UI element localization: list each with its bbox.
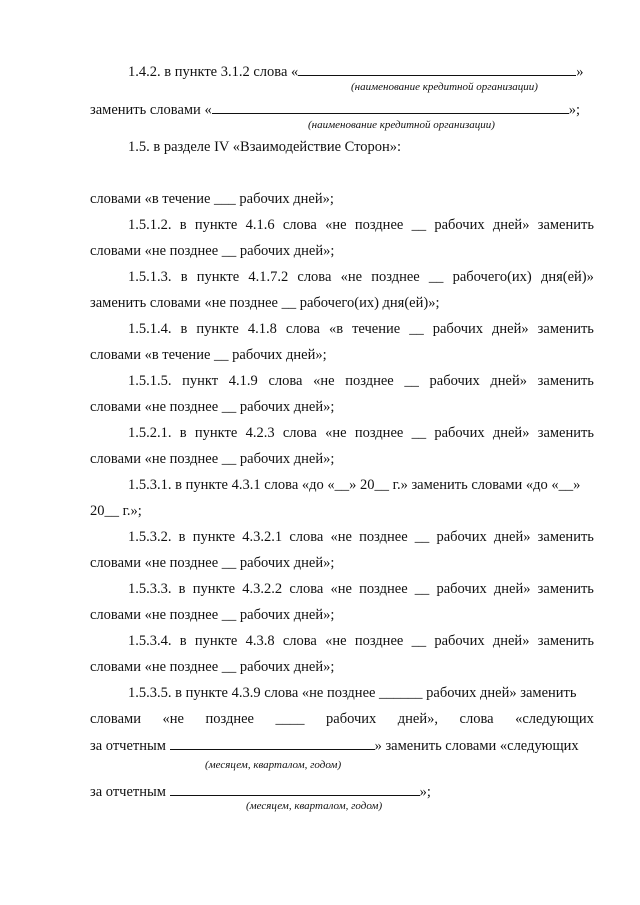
word: позднее [205, 711, 254, 727]
word: «не [330, 581, 352, 597]
word: 4.1.6 [245, 217, 275, 233]
word: 4.2.3 [245, 425, 275, 441]
word: пункт [182, 373, 219, 389]
word: слова [282, 633, 317, 649]
word: рабочего(их) [452, 269, 532, 285]
word: слова [297, 269, 332, 285]
word: заменить [537, 321, 594, 337]
line-continuation [90, 710, 594, 728]
word: 4.1.9 [228, 373, 258, 389]
word: __ [404, 373, 419, 389]
clause-text: за отчетным [90, 738, 166, 754]
word: __ [409, 321, 424, 337]
word: дней» [493, 529, 531, 545]
word: __ [411, 633, 427, 649]
line-continuation: словами «не позднее __ рабочих дней»; [90, 659, 335, 675]
word: пункте [194, 425, 238, 441]
word: рабочих [326, 711, 377, 727]
word: рабочих [432, 321, 483, 337]
word: в [179, 633, 187, 649]
word: 1.5.3.2. [128, 529, 172, 545]
caption: (наименование кредитной организации) [351, 81, 538, 93]
fill-in-blank [298, 62, 576, 76]
line-continuation: словами «не позднее __ рабочих дней»; [90, 607, 335, 623]
line-reporting-period-replacement [90, 782, 431, 801]
word: позднее [354, 633, 404, 649]
line-1-5-1-3 [128, 268, 594, 286]
line-1-5-1-5 [128, 372, 594, 390]
fill-in-blank [170, 782, 420, 796]
word: в [180, 321, 188, 337]
word: 4.3.2.2 [242, 581, 283, 597]
line-1-5-3-2 [128, 528, 594, 546]
word: дня(ей)» [540, 269, 594, 285]
word: «следующих [515, 711, 594, 727]
word: течение [352, 321, 401, 337]
line-1-5-1-4 [128, 320, 594, 338]
word: пункте [192, 581, 236, 597]
line-1-5-3-1: 1.5.3.1. в пункте 4.3.1 слова «до «__» 20__ г.» заменить словами «до «__» [128, 477, 581, 493]
clause-text: » заменить словами «следующих [374, 738, 579, 754]
word: __ [428, 269, 444, 285]
caption: (месяцем, кварталом, годом) [246, 800, 383, 812]
word: заменить [537, 529, 594, 545]
line-1-5-3-5: 1.5.3.5. в пункте 4.3.9 слова «не позднее ______ рабочих дней» заменить [128, 685, 577, 701]
line-1-4-2 [128, 62, 584, 81]
line-continuation: словами «не позднее __ рабочих дней»; [90, 243, 335, 259]
word: дней» [492, 321, 529, 337]
caption: (наименование кредитной организации) [308, 119, 495, 131]
clause-text: » [576, 64, 584, 80]
word: пункте [196, 269, 240, 285]
word: «не [313, 373, 335, 389]
word: 1.5.3.3. [128, 581, 172, 597]
line-continuation: словами «в течение __ рабочих дней»; [90, 347, 327, 363]
word: позднее [354, 425, 404, 441]
word: «не [325, 633, 347, 649]
word: дней» [493, 581, 531, 597]
word: в [180, 269, 188, 285]
word: дней» [492, 217, 530, 233]
word: «не [325, 425, 347, 441]
word: позднее [359, 581, 408, 597]
line-continuation: словами «не позднее __ рабочих дней»; [90, 555, 335, 571]
word: __ [414, 529, 430, 545]
word: 4.1.7.2 [248, 269, 289, 285]
word: рабочих [434, 425, 485, 441]
line-1-5-1-2 [128, 216, 594, 234]
word: пункте [192, 529, 236, 545]
line-continuation: 20__ г.»; [90, 503, 142, 519]
word: «не [325, 217, 347, 233]
word: 1.5.1.5. [128, 373, 172, 389]
line-reporting-period [90, 736, 579, 755]
word: дней» [492, 633, 530, 649]
word: дней» [492, 425, 530, 441]
word: рабочих [436, 581, 487, 597]
clause-text: за отчетным [90, 784, 166, 800]
word: слова [289, 581, 324, 597]
word: __ [411, 217, 427, 233]
word: пункте [194, 633, 238, 649]
word: в [179, 217, 187, 233]
caption: (месяцем, кварталом, годом) [205, 759, 342, 771]
word: слова [268, 373, 303, 389]
line-1-5-2-1 [128, 424, 594, 442]
line-continuation: заменить словами «не позднее __ рабочего(их) дня(ей)»; [90, 295, 440, 311]
word: в [178, 529, 186, 545]
word: слова [459, 711, 494, 727]
word: дней», [397, 711, 439, 727]
word: позднее [354, 217, 404, 233]
word: 1.5.1.2. [128, 217, 172, 233]
line-continuation: словами «не позднее __ рабочих дней»; [90, 399, 335, 415]
word: 1.5.1.3. [128, 269, 172, 285]
word: рабочих [429, 373, 480, 389]
word: пункте [196, 321, 239, 337]
word: дней» [490, 373, 528, 389]
word: позднее [371, 269, 420, 285]
word: позднее [359, 529, 408, 545]
word: рабочих [434, 633, 485, 649]
line-1-5-3-4 [128, 632, 594, 650]
word: позднее [345, 373, 394, 389]
word: заменить [537, 581, 594, 597]
word: 4.3.2.1 [242, 529, 283, 545]
word: ____ [275, 711, 305, 727]
word: «не [330, 529, 352, 545]
word: словами [90, 711, 141, 727]
fill-in-blank [170, 736, 375, 750]
clause-text: »; [568, 102, 580, 118]
clause-text: 1.4.2. в пункте 3.1.2 слова « [128, 64, 299, 80]
clause-text: »; [419, 784, 431, 800]
section-heading: 1.5. в разделе IV «Взаимодействие Сторон»: [128, 139, 402, 155]
word: заменить [537, 217, 594, 233]
word: слова [282, 425, 317, 441]
fill-in-blank [212, 100, 569, 114]
word: 1.5.3.4. [128, 633, 172, 649]
word: слова [285, 321, 320, 337]
word: «не [162, 711, 184, 727]
line-1-5-3-3 [128, 580, 594, 598]
word: 4.3.8 [245, 633, 275, 649]
word: в [178, 581, 186, 597]
word: __ [411, 425, 427, 441]
word: 1.5.1.4. [128, 321, 172, 337]
word: 1.5.2.1. [128, 425, 172, 441]
word: рабочих [436, 529, 487, 545]
line-continuation: словами «не позднее __ рабочих дней»; [90, 451, 335, 467]
clause-text: заменить словами « [90, 102, 212, 118]
word: __ [414, 581, 430, 597]
word: заменить [537, 633, 594, 649]
word: «не [340, 269, 363, 285]
word: рабочих [434, 217, 485, 233]
word: слова [282, 217, 317, 233]
line-replace-words [90, 100, 580, 119]
word: заменить [537, 373, 594, 389]
word: «в [328, 321, 344, 337]
word: заменить [537, 425, 594, 441]
word: пункте [194, 217, 238, 233]
line-continuation: словами «в течение ___ рабочих дней»; [90, 191, 334, 207]
word: слова [289, 529, 324, 545]
word: в [179, 425, 187, 441]
word: 4.1.8 [247, 321, 277, 337]
